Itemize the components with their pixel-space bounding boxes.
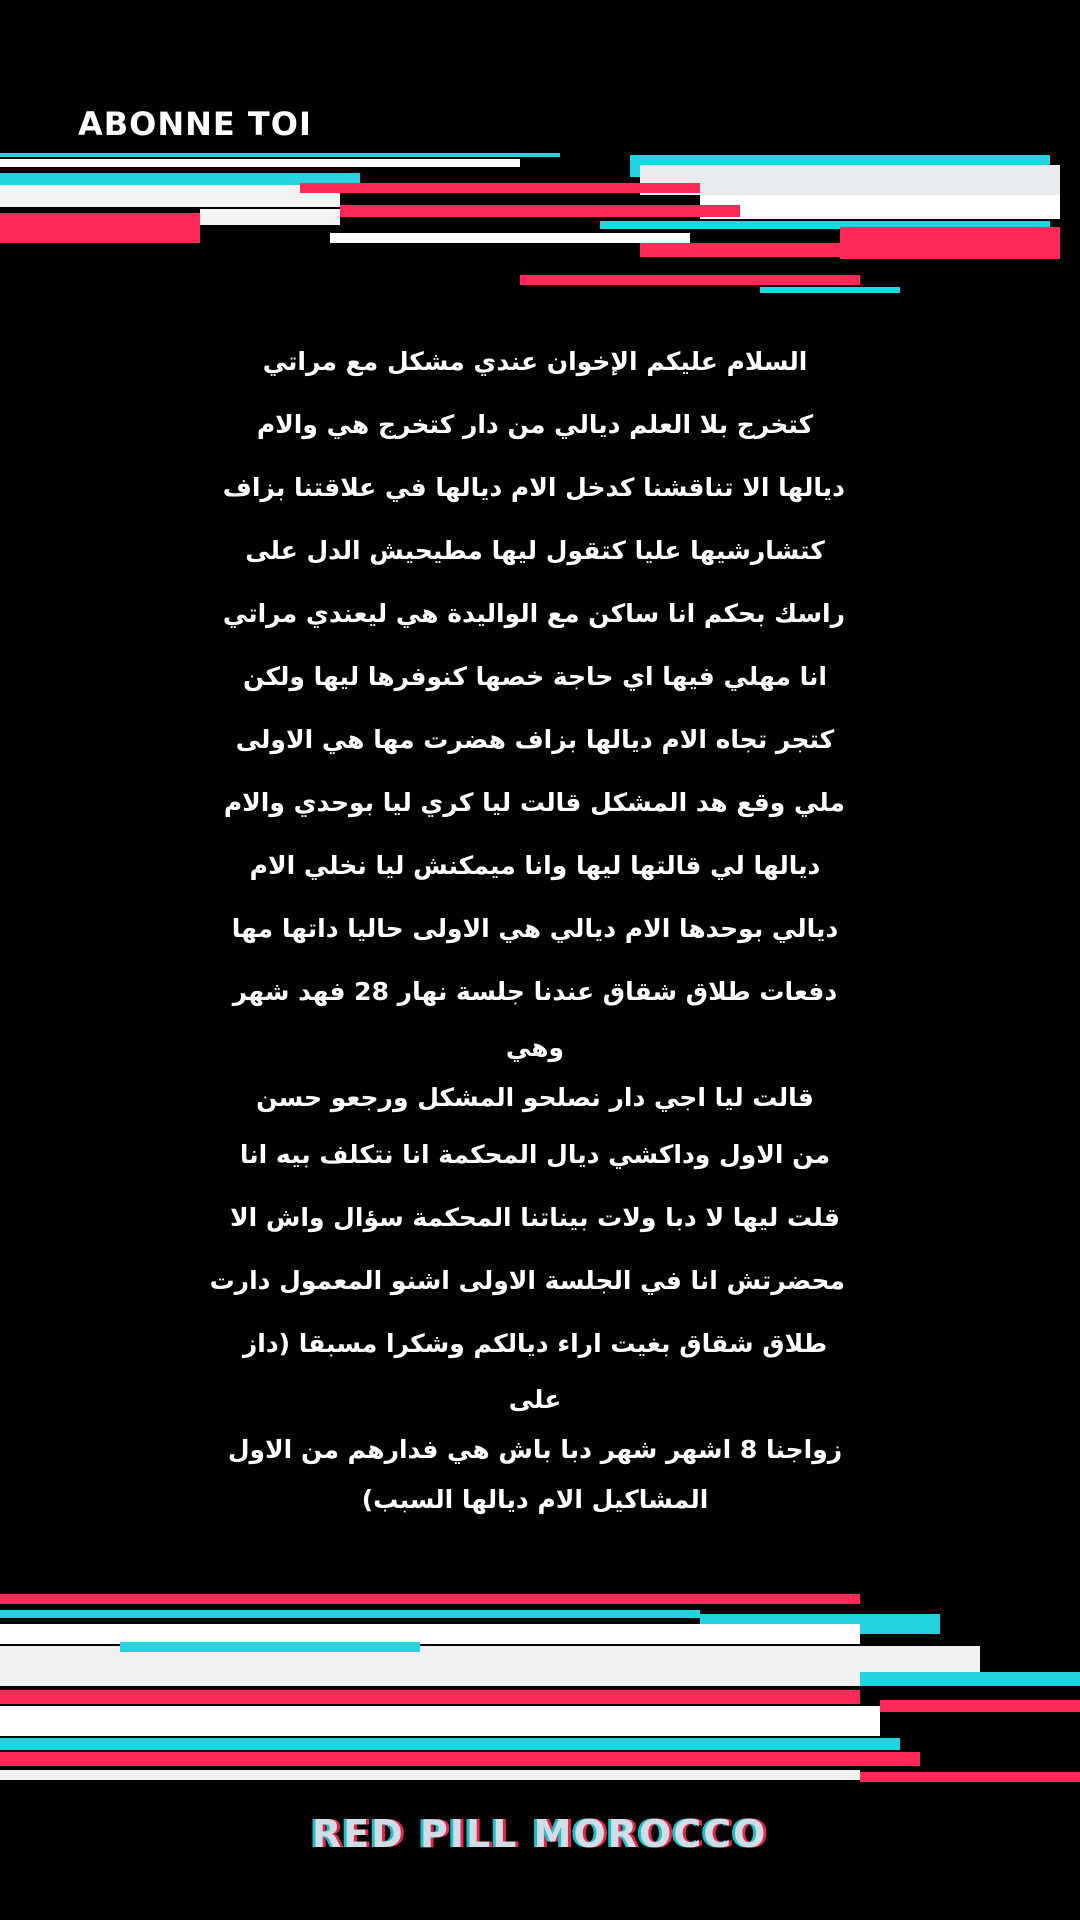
text-line: وهي — [505, 1033, 565, 1062]
text-line: زواجنا 8 اشهر شهر دبا باش هي فدارهم من الاول — [227, 1435, 843, 1464]
text-line: انا مهلي فيها اي حاجة خصها كنوفرها ليها ولكن — [242, 662, 828, 691]
glitch-band-bottom — [0, 1580, 1080, 1805]
text-line: قالت ليا اجي دار نصلحو المشكل ورجعو حسن — [256, 1083, 814, 1112]
subscribe-label: ABONNE TOI — [78, 105, 312, 143]
confession-text — [209, 330, 845, 1525]
text-line: طلاق شقاق بغيت اراء ديالكم وشكرا مسبقا (داز — [242, 1329, 828, 1358]
text-line: من الاول وداكشي ديال المحكمة انا نتكلف بيه انا — [239, 1140, 831, 1169]
glitch-band-top — [0, 135, 1080, 310]
text-line: كتشارشيها عليا كتقول ليها مطيحيش الدل على — [245, 536, 825, 565]
text-line: السلام عليكم الإخوان عندي مشكل مع مراتي — [262, 347, 808, 376]
channel-watermark: RED PILL MOROCCO — [312, 1812, 768, 1856]
text-line: ديالها لي قالتها ليها وانا ميمكنش ليا نخلي الام — [249, 851, 821, 880]
text-line: قلت ليها لا دبا ولات بيناتنا المحكمة سؤال واش الا — [229, 1203, 841, 1232]
text-line: المشاكيل الام ديالها السبب) — [361, 1485, 709, 1514]
text-line: راسك بحكم انا ساكن مع الواليدة هي ليعندي مراتي — [222, 599, 845, 628]
text-line: كتجر تجاه الام ديالها بزاف هضرت مها هي الاولى — [235, 725, 835, 754]
text-line: كتخرج بلا العلم ديالي من دار كتخرج هي والام — [256, 410, 814, 439]
text-line: ديالي بوحدها الام ديالي هي الاولى حاليا داتها مها — [231, 914, 839, 943]
text-line: محضرتش انا في الجلسة الاولى اشنو المعمول دارت — [209, 1266, 845, 1295]
text-line: دفعات طلاق شقاق عندنا جلسة نهار 28 فهد شهر — [232, 977, 838, 1006]
text-line: ملي وقع هد المشكل قالت ليا كري ليا بوحدي والام — [223, 788, 845, 817]
text-line: على — [508, 1385, 562, 1414]
text-line: ديالها الا تناقشنا كدخل الام ديالها في علاقتنا بزاف — [222, 473, 845, 502]
